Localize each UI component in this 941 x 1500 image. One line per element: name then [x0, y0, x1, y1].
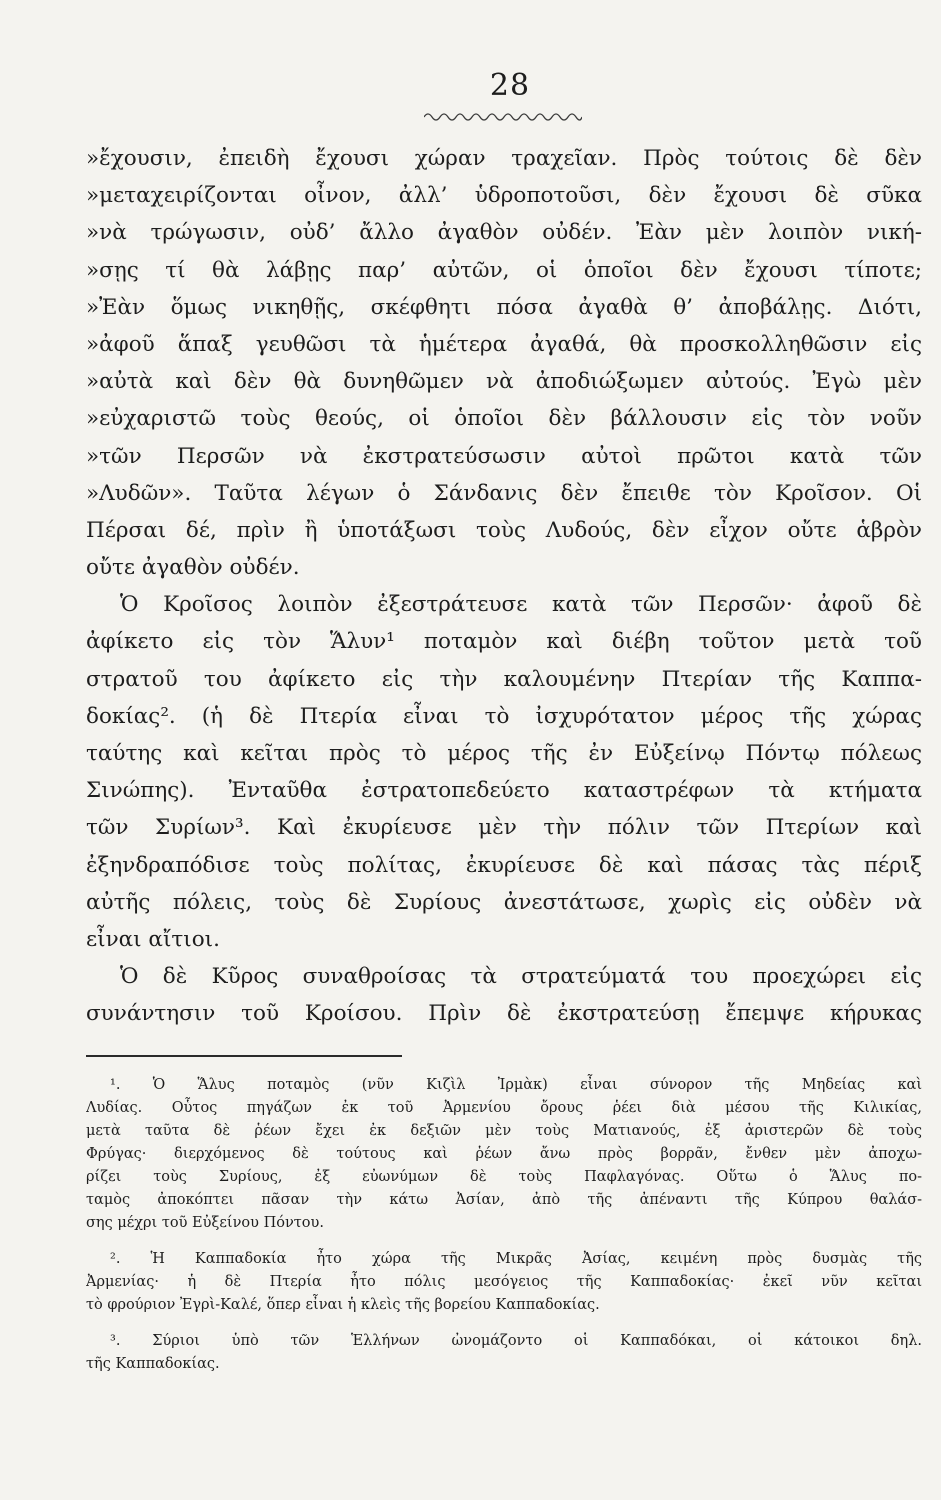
footnote-line: τὸ φρούριον Ἐγρὶ-Καλέ, ὅπερ εἶναι ἡ κλεὶς τῆς βορείου Καππαδοκίας.	[86, 1297, 600, 1313]
text-line: »Λυδῶν». Ταῦτα λέγων ὁ Σάνδανις δὲν ἔπειθε τὸν Κροῖσον. Οἱ	[86, 480, 922, 506]
wavy-ornament	[424, 110, 582, 124]
footnotes	[86, 1074, 922, 1376]
text-line: »εὐχαριστῶ τοὺς θεούς, οἱ ὁποῖοι δὲν βάλλουσιν εἰς τὸν νοῦν	[86, 406, 922, 432]
paragraph-start-line: Ὁ δὲ Κῦρος συναθροίσας τὰ στρατεύματά του προεχώρει εἰς	[120, 964, 922, 990]
text-line: ἀφίκετο εἰς τὸν Ἅλυν¹ ποταμὸν καὶ διέβη τοῦτον μετὰ τοῦ	[86, 629, 922, 655]
page-number: 28	[489, 68, 531, 103]
footnote-line: ταμὸς ἀποκόπτει πᾶσαν τὴν κάτω Ἀσίαν, ἀπὸ τῆς ἀπέναντι τῆς Κύπρου θαλάσ-	[86, 1192, 922, 1208]
footnote-line: ². Ἡ Καππαδοκία ἦτο χώρα τῆς Μικρᾶς Ἀσίας, κειμένη πρὸς δυσμὰς τῆς	[110, 1251, 922, 1267]
text-line: »αὐτὰ καὶ δὲν θὰ δυνηθῶμεν νὰ ἀποδιώξωμεν αὐτούς. Ἐγὼ μὲν	[86, 369, 922, 395]
footnote-3	[86, 1330, 922, 1376]
text-line: συνάντησιν τοῦ Κροίσου. Πρὶν δὲ ἐκστρατεύσῃ ἔπεμψε κήρυκας	[86, 1001, 922, 1027]
footnote-line: τῆς Καππαδοκίας.	[86, 1356, 220, 1372]
text-line: στρατοῦ του ἀφίκετο εἰς τὴν καλουμένην Πτερίαν τῆς Καππα-	[86, 666, 922, 692]
text-line: εἶναι αἴτιοι.	[86, 926, 220, 952]
text-line: ἐξηνδραπόδισε τοὺς πολίτας, ἐκυρίευσε δὲ καὶ πάσας τὰς πέριξ	[86, 852, 922, 878]
footnote-2	[86, 1248, 922, 1317]
footnote-line: Ἀρμενίας· ἡ δὲ Πτερία ἦτο πόλις μεσόγειος τῆς Καππαδοκίας· ἐκεῖ νῦν κεῖται	[86, 1274, 922, 1290]
footnote-line: ρίζει τοὺς Συρίους, ἐξ εὐωνύμων δὲ τοὺς Παφλαγόνας. Οὕτω ὁ Ἅλυς πο-	[86, 1169, 922, 1185]
text-line: ταύτης καὶ κεῖται πρὸς τὸ μέρος τῆς ἐν Εὐξείνῳ Πόντῳ πόλεως	[86, 741, 922, 766]
footnote-1	[86, 1074, 922, 1235]
footnote-line: Φρύγας· διερχόμενος δὲ τούτους καὶ ῥέων ἄνω πρὸς βορρᾶν, ἔνθεν μὲν ἀποχω-	[86, 1146, 922, 1162]
footnote-line: μετὰ ταῦτα δὲ ῥέων ἔχει ἐκ δεξιῶν μὲν τοὺς Ματιανούς, ἐξ ἀριστερῶν δὲ τοὺς	[86, 1123, 922, 1139]
text-line: »ἀφοῦ ἅπαξ γευθῶσι τὰ ἡμέτερα ἀγαθά, θὰ προσκολληθῶσιν εἰς	[86, 331, 922, 357]
text-line: »ἔχουσιν, ἐπειδὴ ἔχουσι χώραν τραχεῖαν. Πρὸς τούτοις δὲ δὲν	[86, 146, 922, 171]
text-line: οὔτε ἀγαθὸν οὐδέν.	[86, 555, 300, 581]
text-line: δοκίας². (ἡ δὲ Πτερία εἶναι τὸ ἰσχυρότατον μέρος τῆς χώρας	[86, 703, 922, 729]
footnote-line: ³. Σύριοι ὑπὸ τῶν Ἑλλήνων ὠνομάζοντο οἱ Καππαδόκαι, οἱ κάτοικοι δηλ.	[110, 1333, 922, 1349]
footnote-line: ¹. Ὁ Ἅλυς ποταμὸς (νῦν Κιζὶλ Ἰρμὰκ) εἶναι σύνορον τῆς Μηδείας καὶ	[110, 1077, 922, 1093]
text-line: Σινώπης). Ἐνταῦθα ἐστρατοπεδεύετο καταστρέφων τὰ κτήματα	[86, 778, 922, 804]
text-line: τῶν Συρίων³. Καὶ ἐκυρίευσε μὲν τὴν πόλιν τῶν Πτερίων καὶ	[86, 815, 922, 841]
footnote-line: Λυδίας. Οὗτος πηγάζων ἐκ τοῦ Ἀρμενίου ὄρους ῥέει διὰ μέσου τῆς Κιλικίας,	[86, 1100, 922, 1116]
text-line: »τῶν Περσῶν νὰ ἐκστρατεύσωσιν αὐτοὶ πρῶτοι κατὰ τῶν	[86, 443, 922, 469]
footnote-divider	[86, 1055, 402, 1057]
text-line: »Ἐὰν ὅμως νικηθῇς, σκέφθητι πόσα ἀγαθὰ θ’ ἀποβάλῃς. Διότι,	[86, 294, 922, 320]
text-line: »σῃς τί θὰ λάβῃς παρ’ αὐτῶν, οἱ ὁποῖοι δὲν ἔχουσι τίποτε;	[86, 257, 922, 283]
main-text	[86, 140, 922, 1033]
text-line: »νὰ τρώγωσιν, οὐδ’ ἄλλο ἀγαθὸν οὐδέν. Ἐὰν μὲν λοιπὸν νική-	[86, 220, 922, 246]
footnote-line: σης μέχρι τοῦ Εὐξείνου Πόντου.	[86, 1215, 324, 1231]
text-line: »μεταχειρίζονται οἶνον, ἀλλ’ ὑδροποτοῦσι, δὲν ἔχουσι δὲ σῦκα	[86, 183, 922, 209]
text-line: Πέρσαι δέ, πρὶν ἢ ὑποτάξωσι τοὺς Λυδούς, δὲν εἶχον οὔτε ἁβρὸν	[86, 517, 922, 543]
paragraph-start-line: Ὁ Κροῖσος λοιπὸν ἐξεστράτευσε κατὰ τῶν Περσῶν· ἀφοῦ δὲ	[120, 592, 922, 618]
text-line: αὐτῆς πόλεις, τοὺς δὲ Συρίους ἀνεστάτωσε, χωρὶς εἰς οὐδὲν νὰ	[86, 889, 922, 915]
